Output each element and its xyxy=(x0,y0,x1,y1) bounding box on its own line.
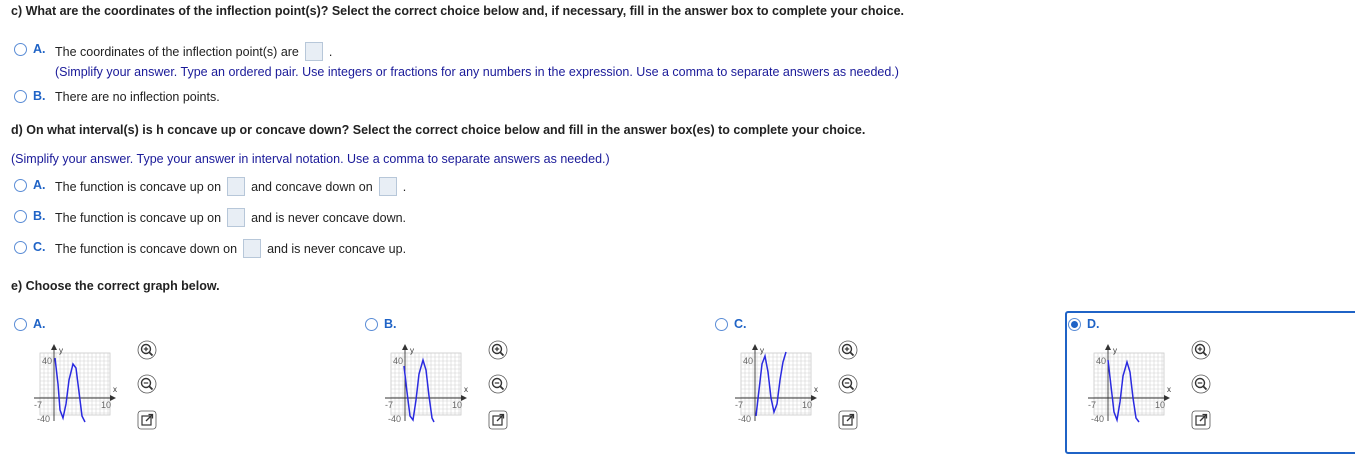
radio-graph-d[interactable] xyxy=(1068,318,1081,331)
x-axis-label: x xyxy=(113,385,117,394)
zoom-out-icon[interactable] xyxy=(1191,374,1211,394)
answer-box-inflection[interactable] xyxy=(305,42,323,61)
x-min-label: -7 xyxy=(1088,400,1097,410)
y-max-label: 40 xyxy=(42,356,53,366)
choice-d-a-letter: A. xyxy=(33,178,46,192)
radio-d-c[interactable] xyxy=(14,241,27,254)
choice-d-c-mid: and is never concave up. xyxy=(267,241,407,256)
y-axis-label: y xyxy=(59,346,63,355)
choice-d-b-letter: B. xyxy=(33,209,46,223)
y-axis-label: y xyxy=(1113,346,1117,355)
y-max-label: 40 xyxy=(393,356,404,366)
x-min-label: -7 xyxy=(385,400,394,410)
choice-c-a xyxy=(55,42,332,61)
choice-d-a-post: . xyxy=(402,179,407,194)
choice-c-b-text: There are no inflection points. xyxy=(55,90,220,104)
radio-d-b[interactable] xyxy=(14,210,27,223)
x-axis-label: x xyxy=(814,385,818,394)
question-e: e) Choose the correct graph below. xyxy=(11,279,220,293)
graph-option-c-letter: C. xyxy=(734,317,747,331)
zoom-out-icon[interactable] xyxy=(137,374,157,394)
answer-box-concave-down-c[interactable] xyxy=(243,239,261,258)
choice-d-a-mid: and concave down on xyxy=(251,179,373,194)
answer-box-concave-up-a[interactable] xyxy=(227,177,245,196)
choice-d-c-pre: The function is concave down on xyxy=(55,241,238,256)
popout-icon[interactable] xyxy=(137,410,157,430)
choice-d-b-mid: and is never concave down. xyxy=(251,210,407,225)
y-axis-label: y xyxy=(410,346,414,355)
y-min-label: -40 xyxy=(1091,414,1105,424)
choice-c-a-letter: A. xyxy=(33,42,46,56)
graph-a[interactable] xyxy=(32,342,118,428)
hint-d: (Simplify your answer. Type your answer in interval notation. Use a comma to separate answers as needed.) xyxy=(11,152,610,166)
graph-option-b-letter: B. xyxy=(384,317,397,331)
choice-d-a xyxy=(55,177,406,196)
popout-icon[interactable] xyxy=(488,410,508,430)
graph-b[interactable] xyxy=(383,342,469,428)
choice-d-c xyxy=(55,239,406,258)
x-max-label: 10 xyxy=(802,400,813,410)
choice-c-b-letter: B. xyxy=(33,89,46,103)
zoom-in-icon[interactable] xyxy=(1191,340,1211,360)
answer-box-concave-up-b[interactable] xyxy=(227,208,245,227)
question-d: d) On what interval(s) is h concave up or concave down? Select the correct choice below and fill in the answer box(es) to complete your choice. xyxy=(11,123,866,137)
answer-box-concave-down-a[interactable] xyxy=(379,177,397,196)
x-max-label: 10 xyxy=(101,400,112,410)
radio-d-a[interactable] xyxy=(14,179,27,192)
popout-icon[interactable] xyxy=(1191,410,1211,430)
x-max-label: 10 xyxy=(1155,400,1166,410)
x-axis-label: x xyxy=(464,385,468,394)
y-max-label: 40 xyxy=(743,356,754,366)
x-axis-label: x xyxy=(1167,385,1171,394)
y-max-label: 40 xyxy=(1096,356,1107,366)
graph-option-a-letter: A. xyxy=(33,317,46,331)
zoom-in-icon[interactable] xyxy=(137,340,157,360)
x-min-label: -7 xyxy=(735,400,744,410)
y-min-label: -40 xyxy=(738,414,752,424)
choice-d-b-pre: The function is concave up on xyxy=(55,210,222,225)
zoom-in-icon[interactable] xyxy=(838,340,858,360)
choice-d-b xyxy=(55,208,406,227)
graph-option-d-letter: D. xyxy=(1087,317,1100,331)
question-c: c) What are the coordinates of the inflection point(s)? Select the correct choice below and, if necessary, fill in the answer box to complete your choice. xyxy=(11,4,905,18)
popout-icon[interactable] xyxy=(838,410,858,430)
choice-c-a-period: . xyxy=(328,44,333,59)
x-max-label: 10 xyxy=(452,400,463,410)
zoom-in-icon[interactable] xyxy=(488,340,508,360)
choice-c-a-text: The coordinates of the inflection point(s) are xyxy=(55,44,299,59)
zoom-out-icon[interactable] xyxy=(488,374,508,394)
y-min-label: -40 xyxy=(37,414,51,424)
radio-c-a[interactable] xyxy=(14,43,27,56)
radio-c-b[interactable] xyxy=(14,90,27,103)
graph-d[interactable] xyxy=(1086,342,1172,428)
choice-d-c-letter: C. xyxy=(33,240,46,254)
y-min-label: -40 xyxy=(388,414,402,424)
zoom-out-icon[interactable] xyxy=(838,374,858,394)
radio-graph-c[interactable] xyxy=(715,318,728,331)
y-axis-label: y xyxy=(760,346,764,355)
hint-c-a: (Simplify your answer. Type an ordered pair. Use integers or fractions for any numbers in the expression. Use a comma to separate answers as needed.) xyxy=(55,65,899,79)
radio-graph-a[interactable] xyxy=(14,318,27,331)
choice-d-a-pre: The function is concave up on xyxy=(55,179,222,194)
graph-c[interactable] xyxy=(733,342,819,428)
x-min-label: -7 xyxy=(34,400,43,410)
radio-graph-b[interactable] xyxy=(365,318,378,331)
